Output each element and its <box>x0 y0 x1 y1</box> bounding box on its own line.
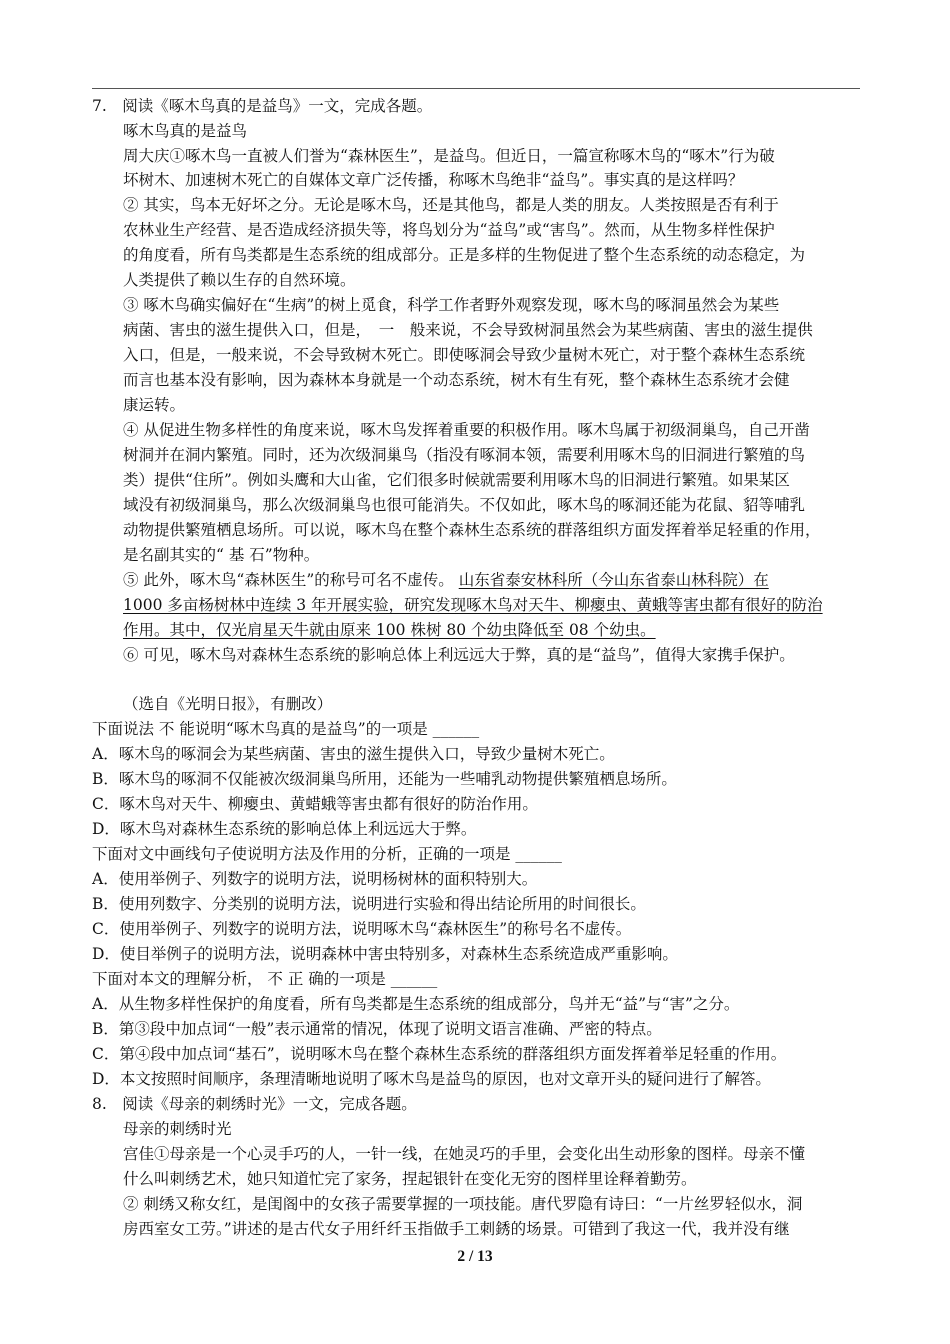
underlined-sentence: 1000 多亩杨树林中连续 3 年开展实验，研究发现啄木鸟对天牛、柳瘿虫、黄蛾等害虫都有很好的防治 <box>123 596 823 614</box>
passage-line: 树洞并在洞内繁殖。同时，还为次级洞巢鸟（指没有啄洞本领，需要利用啄木鸟的旧洞进行繁殖的鸟 <box>123 446 806 464</box>
option-c: C．第④段中加点词“基石”，说明啄木鸟在整个森林生态系统的群落组织方面发挥着举足轻重的作用。 <box>92 1045 787 1063</box>
passage-line: 而言也基本没有影响，因为森林本身就是一个动态系统，树木有生有死，整个森林生态系统才会健 <box>123 371 790 389</box>
passage-line: 什么叫刺绣艺术，她只知道忙完了家务，捏起银针在变化无穷的图样里诠释着勤劳。 <box>123 1170 697 1188</box>
underlined-sentence: 作用。其中，仅光肩星天牛就由原来 100 株树 80 个幼虫降低至 08 个幼虫。 <box>123 621 656 639</box>
passage-line: 动物提供繁殖栖息场所。可以说，啄木鸟在整个森林生态系统的群落组织方面发挥着举足轻重的作用， <box>123 521 821 539</box>
passage-line: 的角度看，所有鸟类都是生态系统的组成部分。正是多样的生物促进了整个生态系统的动态稳定，为 <box>123 246 806 264</box>
passage-line: 人类提供了赖以生存的自然环境。 <box>123 271 356 289</box>
passage-line: 坏树木、加速树木死亡的自媒体文章广泛传播，称啄木鸟绝非“益鸟”。事实真的是这样吗？ <box>123 171 744 189</box>
header-rule <box>92 88 860 89</box>
passage-source: （选自《光明日报》，有删改） <box>123 695 333 713</box>
sub-question-2: 下面对文中画线句子使说明方法及作用的分析，正确的一项是 ______ <box>92 845 562 863</box>
option-a: A．从生物多样性保护的角度看，所有鸟类都是生态系统的组成部分，鸟并无“益”与“害”之分。 <box>92 995 740 1013</box>
passage-line: 康运转。 <box>123 396 186 414</box>
passage-line: 是名副其实的“ 基 石”物种。 <box>123 546 320 564</box>
question-8-heading: 8. 阅读《母亲的刺绣时光》一文，完成各题。 <box>92 1095 417 1113</box>
passage-line: 病菌、害虫的滋生提供入口，但是， 一 般来说，不会导致树洞虽然会为某些病菌、害虫的滋生提供 <box>123 321 813 339</box>
passage-line: 房西室女工劳。”讲述的是古代女子用纤纤玉指做手工刺銹的场景。可错到了我这一代，我并没有继 <box>123 1220 790 1238</box>
option-b: B．使用列数字、分类别的说明方法，说明进行实验和得出结论所用的时间很长。 <box>92 895 646 913</box>
option-a: A．使用举例子、列数字的说明方法，说明杨树林的面积特别大。 <box>92 870 538 888</box>
passage-line: 入口，但是，一般来说，不会导致树木死亡。即使啄洞会导致少量树木死亡，对于整个森林生态系统 <box>123 346 806 364</box>
passage-line: ② 其实，鸟本无好坏之分。无论是啄木鸟，还是其他鸟，都是人类的朋友。人类按照是否有利于 <box>123 196 779 214</box>
paragraph-5-lead: ⑤ 此外，啄木鸟“森林医生”的称号可名不虚传。 <box>123 571 459 589</box>
paragraph-6: ⑥ 可见，啄木鸟对森林生态系统的影响总体上利远远大于弊，真的是“益鸟”，值得大家携手保护。 <box>123 646 795 664</box>
option-c: C．使用举例子、列数字的说明方法，说明啄木鸟“森林医生”的称号名不虚传。 <box>92 920 632 938</box>
passage-line: ④ 从促进生物多样性的角度来说，啄木鸟发挥着重要的积极作用。啄木鸟属于初级洞巢鸟，自己开凿 <box>123 421 810 439</box>
option-a: A．啄木鸟的啄洞会为某些病菌、害虫的滋生提供入口，导致少量树木死亡。 <box>92 745 615 763</box>
passage-line: 宫佳①母亲是一个心灵手巧的人，一针一线，在她灵巧的手里，会变化出生动形象的图样。母亲不懂 <box>123 1145 806 1163</box>
passage-line: 周大庆①啄木鸟一直被人们誉为“森林医生”，是益鸟。但近日，一篇宣称啄木鸟的“啄木”行为破 <box>123 147 775 165</box>
option-d: D．使目举例子的说明方法，说明森林中害虫特别多，对森林生态系统造成严重影响。 <box>92 945 678 963</box>
passage-line: ② 刺绣又称女红，是闺阁中的女孩子需要掌握的一项技能。唐代罗隐有诗曰：“一片丝罗轻似水，洞 <box>123 1195 803 1213</box>
option-c: C．啄木鸟对天牛、柳瘿虫、黄蜡蛾等害虫都有很好的防治作用。 <box>92 795 538 813</box>
passage-title: 母亲的刺绣时光 <box>123 1120 232 1138</box>
option-d: D．本文按照时间顺序，条理清晰地说明了啄木鸟是益鸟的原因，也对文章开头的疑问进行了解答。 <box>92 1070 771 1088</box>
paragraph-5-line <box>123 570 769 590</box>
question-7-heading: 7. 阅读《啄木鸟真的是益鸟》一文，完成各题。 <box>92 97 433 115</box>
passage-title: 啄木鸟真的是益鸟 <box>123 122 248 140</box>
passage-line: 类）提供“住所”。例如头鹰和大山雀，它们很多时候就需要利用啄木鸟的旧洞进行繁殖。如果某区 <box>123 471 790 489</box>
option-b: B．啄木鸟的啄洞不仅能被次级洞巢鸟所用，还能为一些哺乳动物提供繁殖栖息场所。 <box>92 770 677 788</box>
sub-question-1: 下面说法 不 能说明“啄木鸟真的是益鸟”的一项是 ______ <box>92 720 480 738</box>
passage-line: 域没有初级洞巢鸟，那么次级洞巢鸟也很可能消失。不仅如此，啄木鸟的啄洞还能为花鼠、貂等哺乳 <box>123 496 806 514</box>
underlined-sentence: 山东省泰安林科所（今山东省泰山林科院）在 <box>458 571 769 589</box>
passage-line: ③ 啄木鸟确实偏好在“生病”的树上觅食，科学工作者野外观察发现，啄木鸟的啄洞虽然会为某些 <box>123 296 780 314</box>
page-number: 2 / 13 <box>457 1248 493 1265</box>
option-b: B．第③段中加点词“一般”表示通常的情况，体现了说明文语言准确、严密的特点。 <box>92 1020 662 1038</box>
passage-line: 农林业生产经营、是否造成经济损失等，将鸟划分为“益鸟”或“害鸟”。然而，从生物多样性保护 <box>123 221 775 239</box>
option-d: D．啄木鸟对森林生态系统的影响总体上利远远大于弊。 <box>92 820 477 838</box>
sub-question-3: 下面对本文的理解分析， 不 正 确的一项是 ______ <box>92 970 438 988</box>
